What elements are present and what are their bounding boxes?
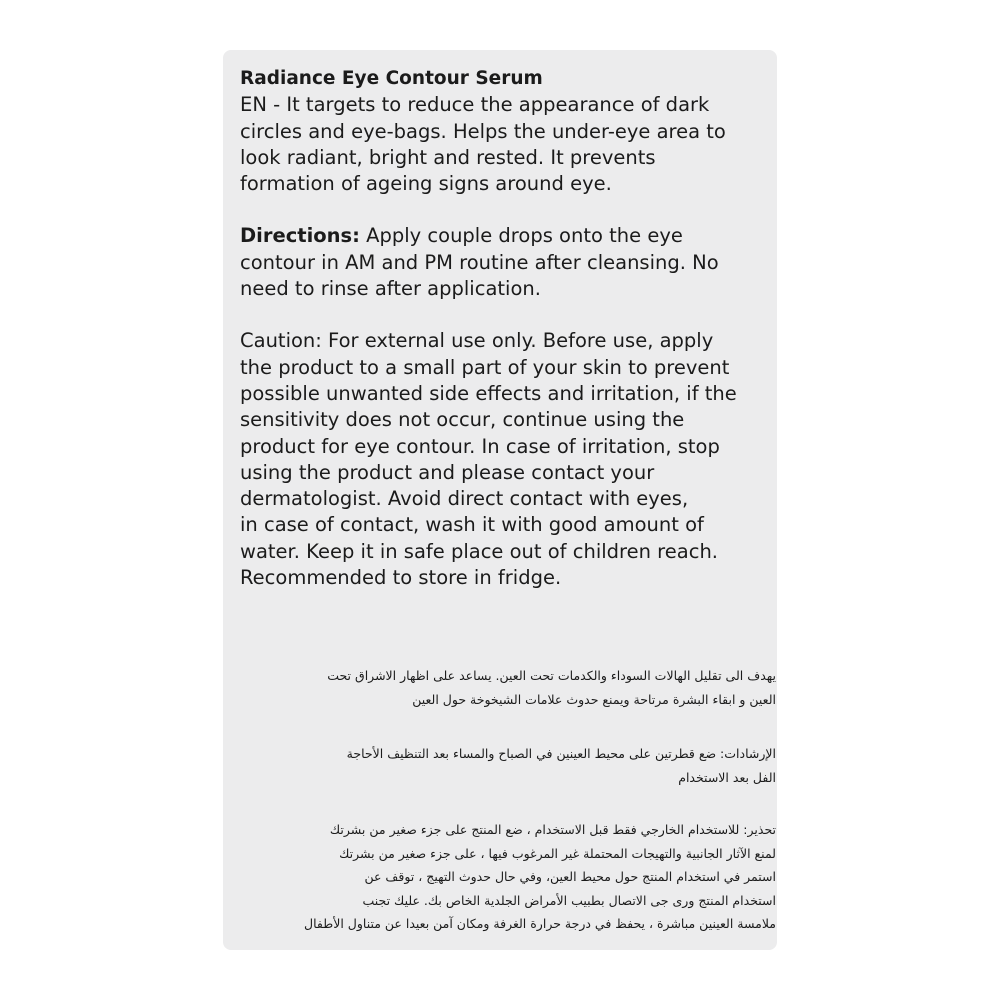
description-line: look radiant, bright and rested. It prevents	[240, 145, 656, 169]
arabic-directions-line: الفل بعد الاستخدام	[678, 769, 776, 785]
caution-line: using the product and please contact your	[240, 460, 655, 484]
arabic-description-line: يهدف الى تقليل الهالات السوداء والكدمات تحت العين. يساعد على اظهار الاشراق تحت	[327, 668, 776, 683]
caution-line: sensitivity does not occur, continue using the	[240, 408, 685, 432]
arabic-description-block	[236, 664, 776, 711]
caution-line: Recommended to store in fridge.	[240, 566, 562, 590]
caution-line: possible unwanted side effects and irritation, if the	[240, 381, 737, 405]
arabic-directions-line: الإرشادات: ضع قطرتين على محيط العينين في الصباح والمساء بعد التنظيف الأحاجة	[346, 746, 776, 761]
paragraph-spacer	[240, 302, 770, 328]
arabic-caution-line: ملامسة العينين مباشرة ، يحفظ في درجة حرارة الغرفة ومكان آمن بعيدا عن متناول الأطفال	[304, 916, 776, 931]
paragraph-spacer	[240, 197, 770, 223]
caution-line: in case of contact, wash it with good amount of	[240, 513, 704, 537]
arabic-caution-block	[236, 818, 776, 936]
arabic-caution-line: لمنع الآثار الجانبية والتهيجات المحتملة غير المرغوب فيها ، على جزء صغير من بشرتك	[339, 845, 776, 861]
caution-line: the product to a small part of your skin to prevent	[240, 355, 730, 379]
description-line: EN - It targets to reduce the appearance of dark	[240, 93, 710, 117]
caution-line: product for eye contour. In case of irritation, stop	[240, 434, 720, 458]
english-text-block	[240, 66, 770, 591]
directions-label: Directions:	[240, 224, 360, 248]
arabic-caution-line: استمر في استخدام المنتج حول محيط العين، وفي حال حدوث التهيج ، توقف عن	[364, 869, 776, 884]
caution-line: Caution: For external use only. Before use, apply	[240, 329, 714, 353]
description-line: formation of ageing signs around eye.	[240, 172, 612, 196]
directions-text: Apply couple drops onto the eye	[359, 224, 683, 248]
directions-line: contour in AM and PM routine after cleansing. No	[240, 250, 719, 274]
description-line: circles and eye-bags. Helps the under-eye area to	[240, 119, 726, 143]
product-title: Radiance Eye Contour Serum	[240, 68, 543, 89]
arabic-caution-line: تحذير: للاستخدام الخارجي فقط قبل الاستخدام ، ضع المنتج على جزء صغير من بشرتك	[329, 822, 776, 837]
caution-line: dermatologist. Avoid direct contact with eyes,	[240, 487, 689, 511]
arabic-directions-block	[236, 742, 776, 789]
directions-line	[240, 223, 770, 249]
caution-line: water. Keep it in safe place out of children reach.	[240, 539, 718, 563]
arabic-description-line: العين و ابقاء البشرة مرتاحة ويمنع حدوث علامات الشيخوخة حول العين	[412, 691, 776, 707]
arabic-caution-line: استخدام المنتج ورى جى الاتصال بطبيب الأمراض الجلدية الخاص بك. عليك تجنب	[362, 892, 776, 908]
directions-line: need to rinse after application.	[240, 277, 541, 301]
